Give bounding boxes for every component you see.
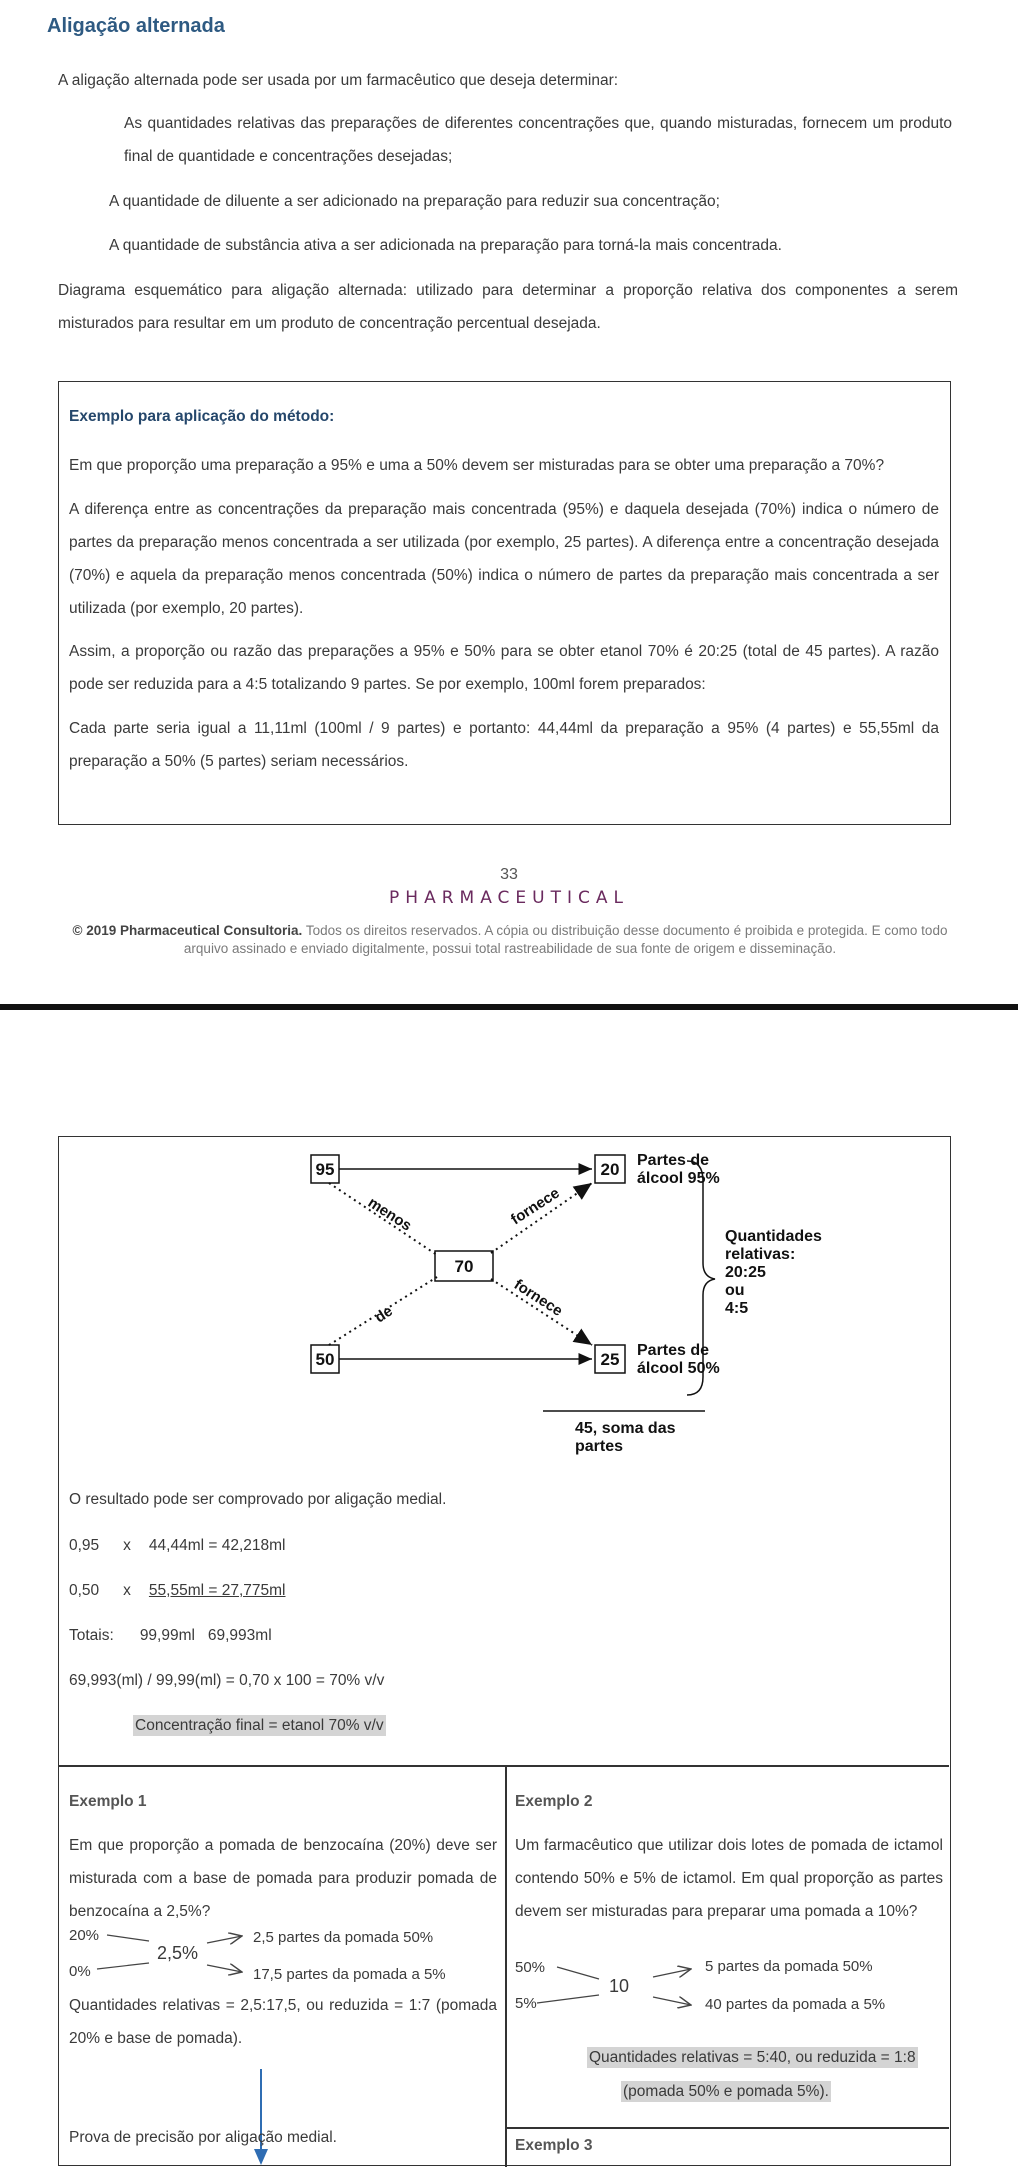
ex1-top-left: 20%: [69, 1927, 100, 1944]
ex1-line-bottom: [97, 1963, 149, 1969]
label-partes-50-line2: álcool 50%: [637, 1360, 720, 1377]
ex2-line-top: [557, 1967, 599, 1979]
calc2-result: 55,55ml = 27,775ml: [148, 1582, 286, 1599]
final-concentration: [133, 1709, 386, 1742]
calc2-factor: 0,50: [69, 1582, 100, 1599]
example-question: Em que proporção uma preparação a 95% e uma a 50% devem ser misturadas para se obter uma preparação a 70%?: [69, 457, 885, 474]
value-25: 25: [600, 1350, 620, 1369]
label-partes-95-line1: Partes de: [637, 1152, 710, 1169]
totals-label: Totais:: [69, 1627, 114, 1644]
section-title: Aligação alternada: [47, 15, 225, 37]
label-menos: menos: [364, 1194, 415, 1235]
document-page-33: [0, 0, 1018, 1004]
totals-values: 99,99ml 69,993ml: [139, 1627, 272, 1644]
ex1-arrow-bottom: [207, 1965, 242, 1972]
example1-result: Quantidades relativas = 2,5:17,5, ou reduzida = 1:7 (pomada 20% e base de pomada).: [69, 1997, 497, 2047]
sum-label-line1: 45, soma das: [575, 1420, 676, 1437]
example1-diagram: [67, 1917, 499, 1989]
ex2-top-left: 50%: [515, 1959, 546, 1976]
footer-text: Todos os direitos reservados. A cópia ou distribuição desse documento é proibida e protegida. E como todo arquivo assinado e enviado digitalmente, possui total rastreabilidade de sua fonte de origem e disseminação.: [183, 923, 948, 956]
footer-copyright: [60, 922, 960, 958]
relative-qty-line4: ou: [725, 1282, 745, 1299]
example-box-title: Exemplo para aplicação do método:: [69, 408, 335, 425]
bullet-item-3: A quantidade de substância ativa a ser adicionada na preparação para torná-la mais concentrada.: [109, 237, 782, 254]
ex1-center: 2,5%: [157, 1943, 199, 1963]
totals-line: [69, 1619, 272, 1652]
label-partes-50-line1: Partes de: [637, 1342, 710, 1359]
example2-result-line1: [587, 2041, 918, 2074]
calc-line-1: [69, 1529, 286, 1562]
ex2-bottom-left: 5%: [515, 1995, 537, 2012]
label-fornece-top: fornece: [507, 1184, 563, 1229]
result-intro: O resultado pode ser comprovado por aligação medial.: [69, 1491, 447, 1508]
example1-question: Em que proporção a pomada de benzocaína (20%) deve ser misturada com a base de pomada para produzir pomada de benzocaína a 2,5%?: [69, 1837, 497, 1920]
bullet-item-1: As quantidades relativas das preparações de diferentes concentrações que, quando misturadas, fornecem um produto final de quantidade e concentrações desejadas;: [124, 115, 952, 165]
ex1-line-top: [107, 1935, 149, 1941]
relative-qty-line3: 20:25: [725, 1264, 766, 1281]
example2-title: Exemplo 2: [515, 1793, 593, 1810]
example2-result-line2: [621, 2075, 831, 2108]
ex1-top-right: 2,5 partes da pomada 50%: [253, 1929, 434, 1946]
footer-company: © 2019 Pharmaceutical Consultoria.: [72, 923, 303, 938]
ratio-line: 69,993(ml) / 99,99(ml) = 0,70 x 100 = 70% v/v: [69, 1672, 385, 1689]
final-concentration-text: Concentração final = etanol 70% v/v: [135, 1717, 384, 1734]
example-ratio: Assim, a proporção ou razão das preparações a 95% e 50% para se obter etanol 70% é 20:25 (total de 45 partes). A razão pode ser reduzida para a 4:5 totalizando 9 partes. Se por exemplo, 100ml forem preparados:: [69, 643, 939, 693]
example-box: [58, 381, 951, 825]
example2-diagram: [513, 1949, 947, 2021]
label-fornece-bottom: fornece: [510, 1276, 566, 1320]
value-50: 50: [315, 1350, 335, 1369]
calc-line-2: [69, 1574, 286, 1607]
page-number: 33: [500, 866, 518, 883]
ex1-arrow-top: [207, 1936, 242, 1943]
bullet-item-2: A quantidade de diluente a ser adicionado na preparação para reduzir sua concentração;: [109, 193, 720, 210]
value-70: 70: [454, 1257, 474, 1276]
relative-qty-line1: Quantidades: [725, 1228, 822, 1245]
ex2-top-right: 5 partes da pomada 50%: [705, 1958, 873, 1975]
label-partes-95-line2: álcool 95%: [637, 1170, 720, 1187]
table-divider: [59, 1765, 949, 1767]
ex2-arrow-top: [653, 1969, 691, 1977]
relative-qty-line2: relativas:: [725, 1246, 796, 1263]
ex1-bottom-left: 0%: [69, 1963, 91, 1980]
brand-logo: PHARMACEUTICAL: [389, 888, 629, 908]
calc1-times: x: [123, 1537, 131, 1554]
example-calculation: Cada parte seria igual a 11,11ml (100ml / 9 partes) e portanto: 44,44ml da preparação a 95% (4 partes) e 55,55ml da preparação a 50% (5 partes) seriam necessários.: [69, 720, 939, 770]
calc1-result: 44,44ml = 42,218ml: [148, 1537, 286, 1554]
example2-result-text2: (pomada 50% e pomada 5%).: [623, 2083, 829, 2100]
relative-qty-line5: 4:5: [725, 1300, 749, 1317]
value-95: 95: [315, 1160, 335, 1179]
document-page-34: [0, 1010, 1018, 2166]
example3-divider: [505, 2127, 949, 2129]
intro-paragraph: A aligação alternada pode ser usada por um farmacêutico que deseja determinar:: [58, 72, 619, 89]
ex2-line-bottom: [537, 1995, 599, 2003]
example2-question: Um farmacêutico que utilizar dois lotes de pomada de ictamol contendo 50% e 5% de ictamol. Em qual proporção as partes devem ser misturadas para preparar uma pomada a 10%?: [515, 1837, 943, 1920]
value-20: 20: [600, 1160, 620, 1179]
ex2-arrow-bottom: [653, 1997, 691, 2005]
calc2-times: x: [123, 1582, 131, 1599]
alligation-diagram: [239, 1137, 822, 1467]
sum-label-line2: partes: [575, 1438, 624, 1455]
ex1-bottom-right: 17,5 partes da pomada a 5%: [253, 1966, 446, 1983]
diagram-box: [58, 1136, 951, 2166]
ex2-center: 10: [609, 1976, 630, 1996]
example1-title: Exemplo 1: [69, 1793, 147, 1810]
ex2-bottom-right: 40 partes da pomada a 5%: [705, 1996, 886, 2013]
column-divider: [505, 1765, 507, 2167]
example-explanation: A diferença entre as concentrações da preparação mais concentrada (95%) e daquela desejada (70%) indica o número de partes da preparação menos concentrada a ser utilizada (por exemplo, 25 partes). A diferença entre a concentração desejada (70%) e aquela da preparação menos concentrada (50%) indica o número de partes da preparação mais concentrada a ser utilizada (por exemplo, 20 partes).: [69, 501, 939, 617]
label-de: de: [371, 1302, 396, 1327]
example3-title: Exemplo 3: [515, 2137, 593, 2154]
example1-proof: Prova de precisão por aligação medial.: [69, 2129, 337, 2146]
calc1-factor: 0,95: [69, 1537, 100, 1554]
diagram-description: Diagrama esquemático para aligação alternada: utilizado para determinar a proporção relativa dos componentes a serem misturados para resultar em um produto de concentração percentual desejada.: [58, 282, 958, 332]
example2-result-text1: Quantidades relativas = 5:40, ou reduzida = 1:8: [589, 2049, 916, 2066]
